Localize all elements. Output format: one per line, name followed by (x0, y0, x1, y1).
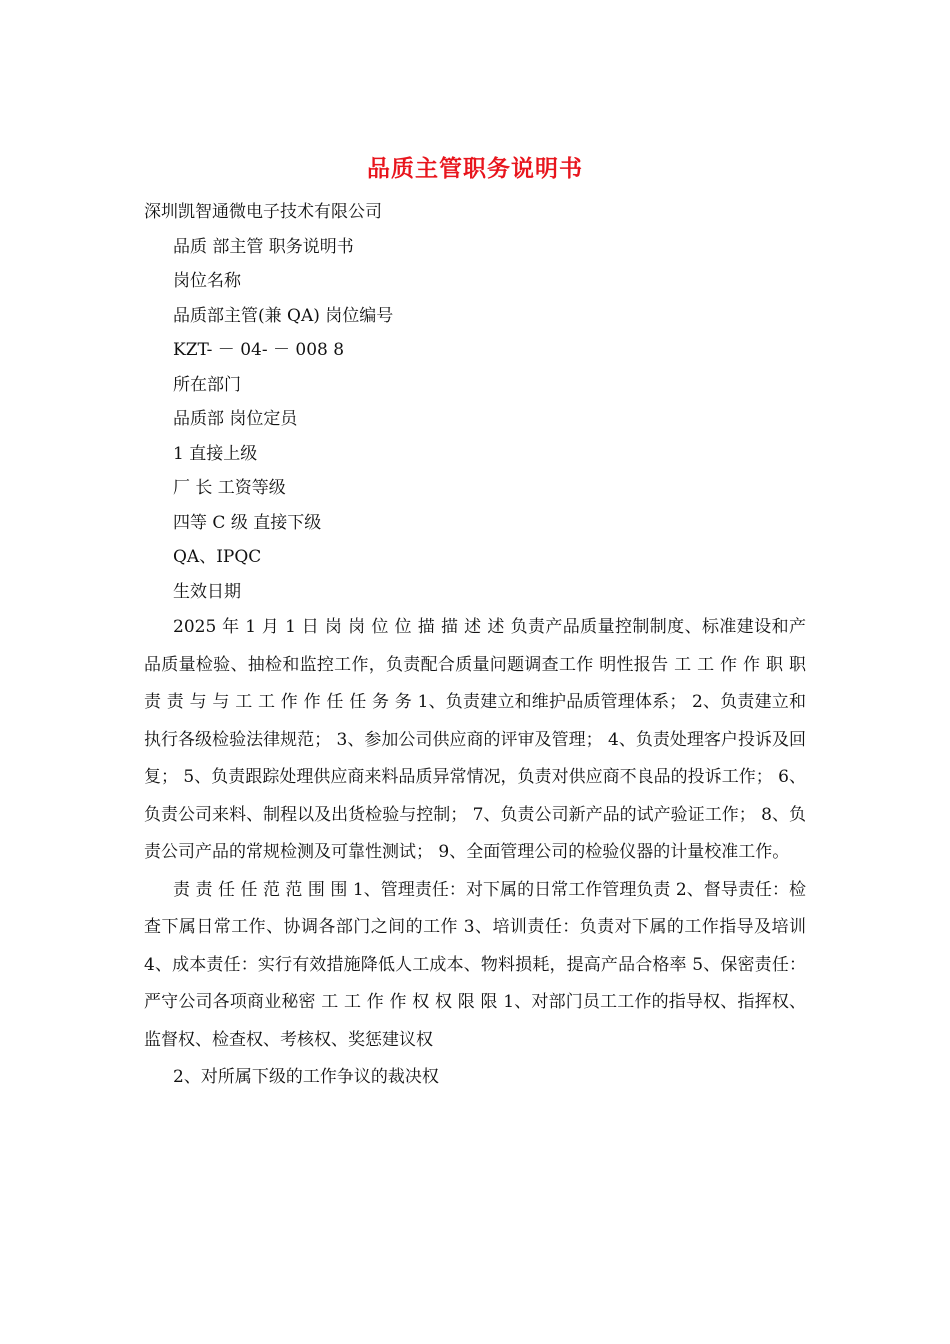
text-line: 厂 长 工资等级 (173, 478, 286, 498)
text-line: 1 直接上级 (173, 443, 258, 464)
text-line: 所在部门 (173, 374, 241, 395)
body-paragraph: 2、对所属下级的工作争议的裁决权 (173, 1067, 439, 1087)
document-title: 品质主管职务说明书 (367, 155, 583, 182)
text-line: 品质部主管(兼 QA) 岗位编号 (173, 305, 394, 326)
body-paragraph: 责 责 任 任 范 范 围 围 1、管理责任：对下属的日常工作管理负责 2、督导责任：检查下属日常工作、协调各部门之间的工作 3、培训责任：负责对下属的工作指导及培训 4、成本责任：实行有效措施降低人工成本、物料损耗，提高产品合格率 5、保密责任：严守公司各项商业秘密 工 工 作 作 权 权 限 限 1、对部门员工工作的指导权、指挥权、监督权、检查权、考核权、奖惩建议权 (144, 879, 806, 1050)
text-line: 生效日期 (173, 581, 241, 602)
text-line: 四等 C 级 直接下级 (173, 512, 322, 533)
body-paragraph: 2025 年 1 月 1 日 岗 岗 位 位 描 描 述 述 负责产品质量控制制度、标准建设和产品质量检验、抽检和监控工作，负责配合质量问题调查工作 明性报告 工 工 作 作 职 职 责 责 与 与 工 工 作 作 任 任 务 务 1、负责建立和维护品质管理体系； 2、负责建立和执行各级检验法律规范； 3、参加公司供应商的评审及管理； 4、负责处理客户投诉及回复； 5、负责跟踪处理供应商来料品质异常情况，负责对供应商不良品的投诉工作； 6、负责公司来料、制程以及出货检验与控制； 7、负责公司新产品的试产验证工作； 8、负责公司产品的常规检测及可靠性测试； 9、全面管理公司的检验仪器的计量校准工作。 (144, 617, 806, 862)
text-line: 品质部 岗位定员 (173, 409, 298, 429)
text-line: 岗位名称 (173, 271, 241, 291)
text-line: QA、IPQC (173, 547, 262, 567)
company-name: 深圳凯智通微电子技术有限公司 (144, 202, 382, 222)
document-body (144, 195, 806, 1097)
text-line: KZT- － 04- － 008 8 (173, 340, 345, 360)
text-line: 品质 部主管 职务说明书 (173, 236, 354, 257)
